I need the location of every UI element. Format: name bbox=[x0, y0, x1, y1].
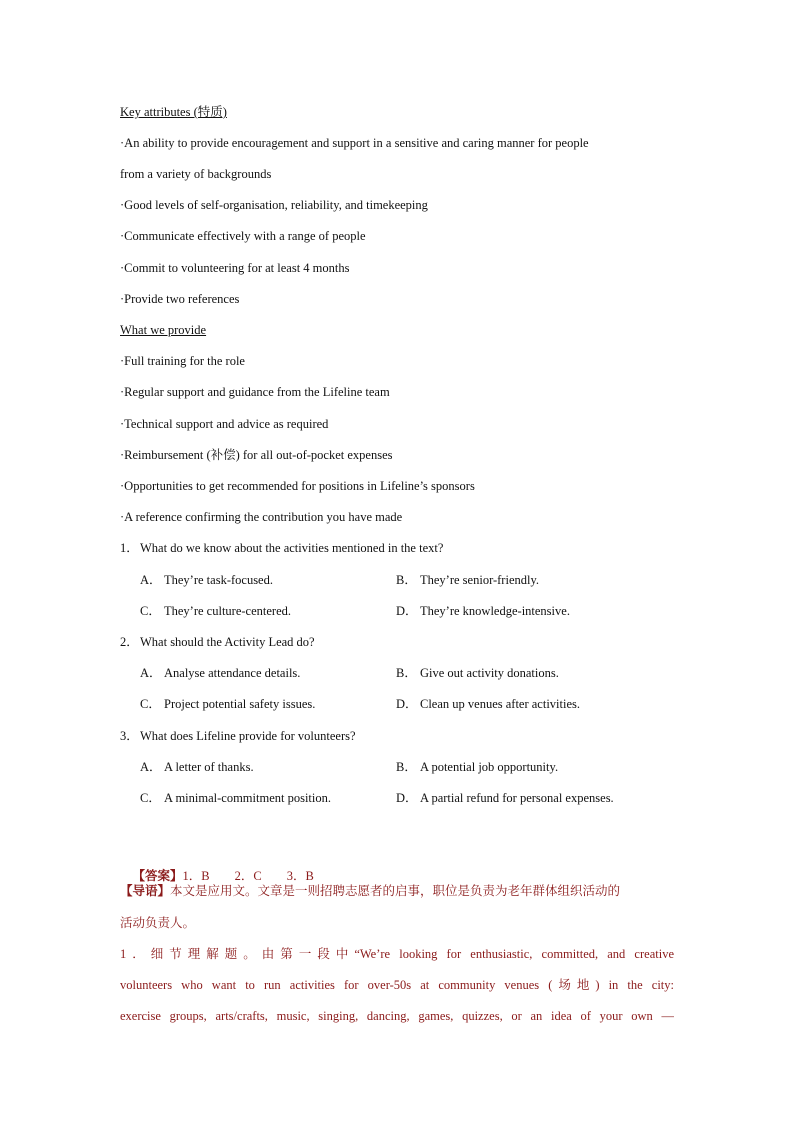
guide-line-2: 活动负责人。 bbox=[120, 916, 196, 930]
question-number: 1． bbox=[120, 541, 139, 555]
option-3d[interactable]: D． A partial refund for personal expenses. bbox=[396, 791, 614, 805]
answer-label: 【答案】 bbox=[132, 869, 183, 883]
question-text: What should the Activity Lead do? bbox=[140, 635, 315, 649]
option-1c[interactable]: C． They’re culture-centered. bbox=[140, 604, 292, 618]
question-number: 3． bbox=[120, 729, 139, 743]
key-attributes-heading: Key attributes (特质) bbox=[120, 105, 227, 119]
option-2d[interactable]: D． Clean up venues after activities. bbox=[396, 697, 581, 711]
explanation-line-1: 1．细节理解题。由第一段中“We’re looking for enthusiastic, committed, and creative bbox=[120, 947, 674, 961]
provide-item: ·Opportunities to get recommended for positions in Lifeline’s sponsors bbox=[120, 479, 475, 493]
answer-text: 1．B 2．C 3．B bbox=[182, 869, 314, 883]
what-we-provide-heading: What we provide bbox=[120, 323, 207, 337]
attribute-item: ·An ability to provide encouragement and support in a sensitive and caring manner for people bbox=[120, 136, 589, 150]
option-3a[interactable]: A． A letter of thanks. bbox=[140, 760, 254, 774]
guide-text: 本文是应用文。文章是一则招聘志愿者的启事，职位是负责为老年群体组织活动的 bbox=[170, 884, 621, 898]
explanation-line-3: exercise groups, arts/crafts, music, singing, dancing, games, quizzes, or an idea of your own — bbox=[120, 1009, 674, 1023]
question-text: What does Lifeline provide for volunteers? bbox=[140, 729, 356, 743]
question-2 bbox=[120, 634, 315, 650]
question-3 bbox=[120, 728, 356, 744]
provide-item: ·Reimbursement (补偿) for all out-of-pocket expenses bbox=[120, 448, 393, 462]
attribute-item: ·Provide two references bbox=[120, 292, 240, 306]
option-2c[interactable]: C． Project potential safety issues. bbox=[140, 697, 316, 711]
option-2a[interactable]: A． Analyse attendance details. bbox=[140, 666, 301, 680]
provide-item: ·Technical support and advice as required bbox=[120, 417, 329, 431]
provide-item: ·A reference confirming the contribution you have made bbox=[120, 510, 403, 524]
guide-line-1 bbox=[120, 883, 620, 899]
option-3c[interactable]: C． A minimal-commitment position. bbox=[140, 791, 332, 805]
attribute-item: ·Communicate effectively with a range of people bbox=[120, 229, 366, 243]
question-1 bbox=[120, 540, 443, 556]
answer-line bbox=[120, 852, 314, 883]
provide-item: ·Full training for the role bbox=[120, 354, 245, 368]
attribute-item: ·Commit to volunteering for at least 4 months bbox=[120, 261, 350, 275]
option-1a[interactable]: A． They’re task-focused. bbox=[140, 573, 273, 587]
option-2b[interactable]: B． Give out activity donations. bbox=[396, 666, 559, 680]
attribute-item: ·Good levels of self-organisation, reliability, and timekeeping bbox=[120, 198, 428, 212]
option-1d[interactable]: D． They’re knowledge-intensive. bbox=[396, 604, 570, 618]
attribute-item: from a variety of backgrounds bbox=[120, 167, 272, 181]
guide-label: 【导语】 bbox=[120, 884, 171, 898]
provide-item: ·Regular support and guidance from the Lifeline team bbox=[120, 385, 390, 399]
option-1b[interactable]: B． They’re senior-friendly. bbox=[396, 573, 540, 587]
explanation-line-2: volunteers who want to run activities for over-50s at community venues (场地) in the city: bbox=[120, 978, 674, 992]
option-3b[interactable]: B． A potential job opportunity. bbox=[396, 760, 559, 774]
question-number: 2． bbox=[120, 635, 139, 649]
question-text: What do we know about the activities mentioned in the text? bbox=[140, 541, 444, 555]
